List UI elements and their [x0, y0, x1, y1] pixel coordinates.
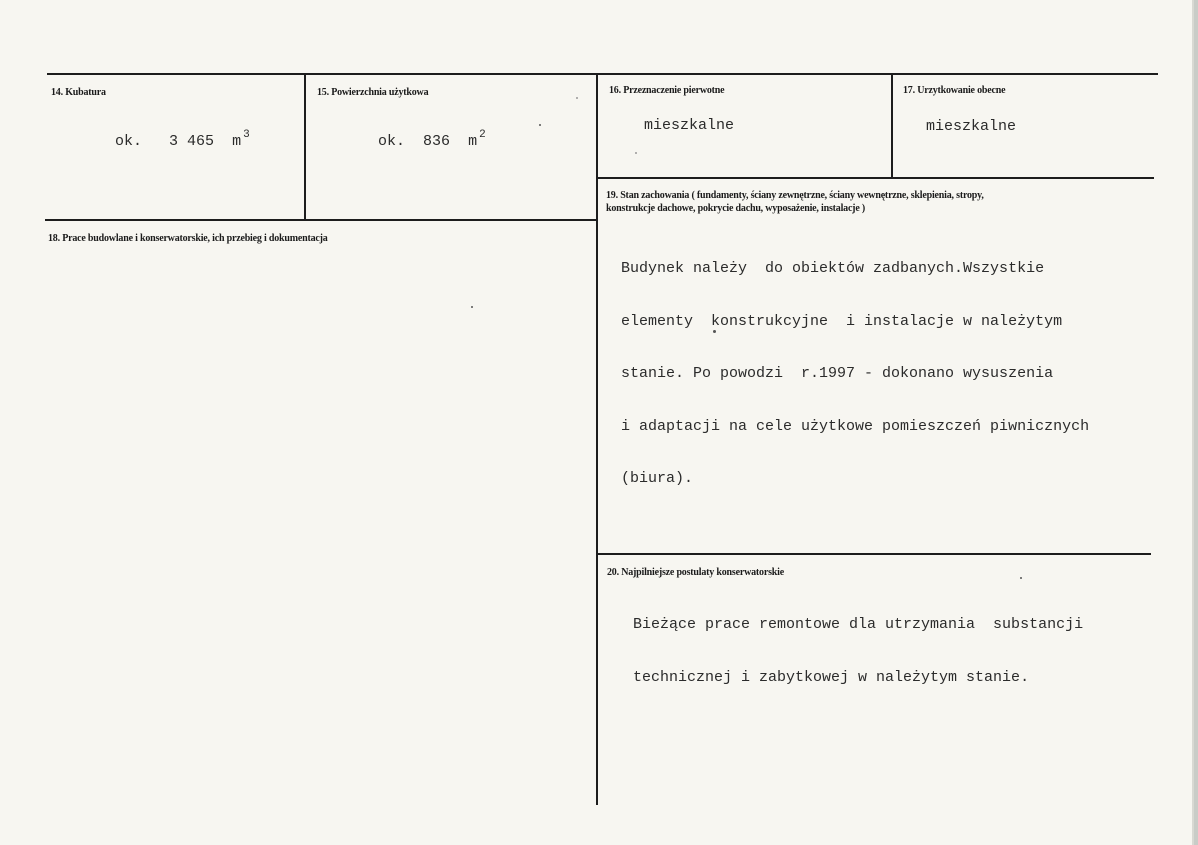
top-rule: [47, 73, 1158, 75]
field-16-label: 16. Przeznaczenie pierwotne: [609, 85, 725, 96]
field-15-label: 15. Powierzchnia użytkowa: [317, 87, 429, 98]
rule-above-20: [597, 553, 1151, 555]
field-19-text: [621, 225, 1089, 523]
field-15-unit-exponent: 2: [479, 128, 486, 141]
scan-edge: [1194, 0, 1198, 845]
field-19-text-line: (biura).: [621, 470, 694, 487]
field-19-text-line: elementy konstrukcyjne i instalacje w należytym: [621, 312, 1063, 330]
main-vertical-divider: [596, 75, 598, 805]
field-14-prefix: ok.: [115, 132, 143, 150]
field-14-label: 14. Kubatura: [51, 87, 106, 98]
field-15-prefix: ok.: [378, 132, 406, 150]
rule-above-19: [597, 177, 1154, 179]
divider-16-17: [891, 75, 893, 178]
paper-speck: [576, 97, 578, 99]
paper-speck: [635, 152, 637, 154]
field-15-unit: m: [468, 132, 478, 150]
field-20-text-line: technicznej i zabytkowej w należytym stanie.: [633, 668, 1030, 686]
paper-speck: [713, 330, 716, 333]
field-20-label: 20. Najpilniejsze postulaty konserwatorskie: [607, 567, 784, 578]
field-16-value: mieszkalne: [644, 117, 735, 134]
field-14-unit-exponent: 3: [243, 128, 250, 141]
left-section-rule: [45, 219, 597, 221]
field-19-label-line-1: 19. Stan zachowania ( fundamenty, ściany zewnętrzne, ściany wewnętrzne, sklepienia, stropy,: [606, 190, 984, 201]
field-20-text-line: Bieżące prace remontowe dla utrzymania substancji: [633, 616, 1084, 633]
field-19-text-line: stanie. Po powodzi r.1997 - dokonano wysuszenia: [621, 365, 1054, 382]
paper-speck: [539, 124, 541, 126]
field-14-unit: m: [232, 132, 242, 150]
divider-14-15: [304, 75, 306, 220]
field-15-value: [342, 115, 486, 170]
field-14-number: 3 465: [169, 132, 215, 150]
field-14-value: [79, 115, 250, 170]
field-19-text-line: Budynek należy do obiektów zadbanych.Wszystkie: [621, 260, 1045, 277]
field-17-value: mieszkalne: [926, 118, 1017, 135]
paper-speck: [1020, 577, 1022, 579]
field-19-label-line-2: konstrukcje dachowe, pokrycie dachu, wyposażenie, instalacje ): [606, 203, 865, 214]
field-18-label: 18. Prace budowlane i konserwatorskie, ich przebieg i dokumentacja: [48, 233, 328, 244]
paper-speck: [471, 306, 473, 308]
field-17-label: 17. Urzytkowanie obecne: [903, 85, 1006, 96]
field-15-number: 836: [423, 132, 451, 150]
field-20-text: [633, 581, 1083, 721]
field-19-text-line: i adaptacji na cele użytkowe pomieszczeń piwnicznych: [621, 417, 1090, 435]
